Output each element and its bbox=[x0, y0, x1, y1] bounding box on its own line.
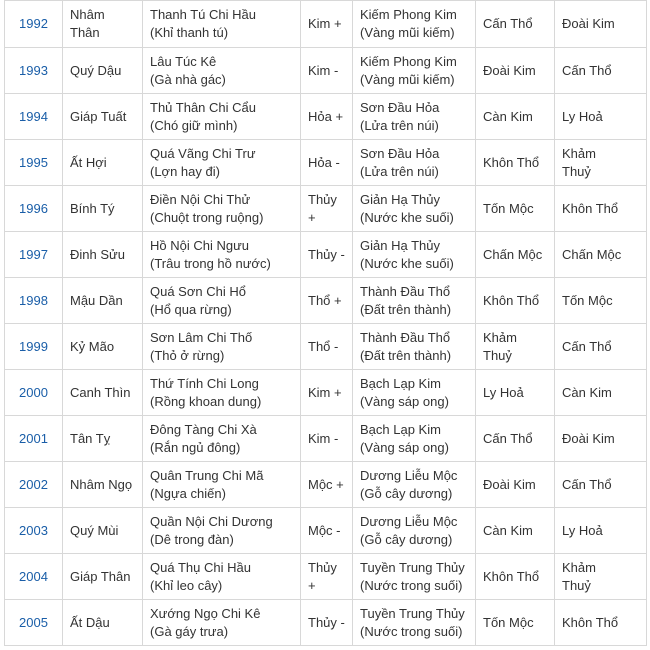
zodiac-name-cell-line: (Trâu trong hồ nước) bbox=[150, 255, 271, 271]
menh-cell-line: Tuyền Trung Thủy bbox=[360, 605, 465, 621]
can-chi-cell bbox=[63, 140, 143, 186]
can-chi-cell-line: Quý Mùi bbox=[70, 522, 119, 538]
cung-nu-cell-line: Khảm bbox=[562, 559, 596, 575]
zodiac-name-cell bbox=[143, 232, 301, 278]
cung-nam-cell-line: Thuỷ bbox=[483, 347, 512, 363]
cung-nam-cell bbox=[476, 278, 555, 324]
element-cell-line: Thủy - bbox=[308, 614, 345, 630]
cung-nu-cell bbox=[555, 600, 647, 646]
zodiac-name-cell-line: (Ngựa chiến) bbox=[150, 485, 226, 501]
zodiac-name-cell bbox=[143, 140, 301, 186]
menh-cell-line: Sơn Đầu Hỏa bbox=[360, 99, 440, 115]
can-chi-cell bbox=[63, 48, 143, 94]
year-link[interactable]: 1996 bbox=[19, 200, 48, 216]
cung-nu-cell-line: Khôn Thổ bbox=[562, 614, 619, 630]
cung-nu-cell bbox=[555, 48, 647, 94]
table-row bbox=[5, 278, 647, 324]
menh-cell-line: (Gỗ cây dương) bbox=[360, 531, 453, 547]
cung-nu-cell bbox=[555, 186, 647, 232]
can-chi-cell bbox=[63, 554, 143, 600]
cung-nam-cell-line: Khôn Thổ bbox=[483, 292, 540, 308]
zodiac-name-cell bbox=[143, 1, 301, 48]
cung-nu-cell bbox=[555, 232, 647, 278]
element-cell bbox=[301, 1, 353, 48]
zodiac-name-cell bbox=[143, 554, 301, 600]
can-chi-cell-line: Giáp Thân bbox=[70, 568, 131, 584]
cung-nu-cell bbox=[555, 370, 647, 416]
table-row bbox=[5, 232, 647, 278]
cung-nu-cell-line: Thuỷ bbox=[562, 163, 591, 179]
menh-cell bbox=[353, 278, 476, 324]
year-link[interactable]: 2004 bbox=[19, 568, 48, 584]
zodiac-name-cell-line: Sơn Lâm Chi Thố bbox=[150, 329, 253, 345]
element-cell-line: Kim + bbox=[308, 384, 342, 400]
can-chi-cell-line: Đinh Sửu bbox=[70, 246, 125, 262]
element-cell bbox=[301, 416, 353, 462]
menh-cell-line: (Lửa trên núi) bbox=[360, 163, 439, 179]
table-row bbox=[5, 186, 647, 232]
table-row bbox=[5, 140, 647, 186]
menh-cell-line: (Vàng sáp ong) bbox=[360, 439, 449, 455]
cung-nu-cell-line: Đoài Kim bbox=[562, 16, 615, 31]
menh-cell-line: (Nước khe suối) bbox=[360, 209, 454, 225]
year-cell bbox=[5, 554, 63, 600]
cung-nam-cell-line: Đoài Kim bbox=[483, 62, 536, 78]
year-cell bbox=[5, 232, 63, 278]
cung-nu-cell-line: Khôn Thổ bbox=[562, 200, 619, 216]
element-cell bbox=[301, 370, 353, 416]
menh-cell-line: Giản Hạ Thủy bbox=[360, 191, 440, 207]
element-cell bbox=[301, 462, 353, 508]
zodiac-name-cell-line: Hồ Nội Chi Ngưu bbox=[150, 237, 250, 253]
menh-cell bbox=[353, 554, 476, 600]
can-chi-cell-line: Quý Dậu bbox=[70, 62, 122, 78]
element-cell bbox=[301, 324, 353, 370]
year-link[interactable]: 2003 bbox=[19, 522, 48, 538]
zodiac-name-cell-line: (Gà nhà gác) bbox=[150, 71, 226, 87]
menh-cell bbox=[353, 600, 476, 646]
element-cell-line: Kim - bbox=[308, 430, 339, 446]
zodiac-name-cell-line: Quá Vãng Chi Trư bbox=[150, 145, 256, 161]
can-chi-cell-line: Kỷ Mão bbox=[70, 338, 115, 354]
cung-nam-cell bbox=[476, 324, 555, 370]
cung-nu-cell bbox=[555, 554, 647, 600]
menh-cell-line: Tuyền Trung Thủy bbox=[360, 559, 465, 575]
menh-cell-line: Bạch Lạp Kim bbox=[360, 375, 441, 391]
year-link[interactable]: 2005 bbox=[19, 614, 48, 630]
menh-cell bbox=[353, 1, 476, 48]
cung-nam-cell bbox=[476, 554, 555, 600]
element-cell-line: Kim + bbox=[308, 16, 342, 31]
year-cell bbox=[5, 1, 63, 48]
zodiac-name-cell-line: Quá Thụ Chi Hầu bbox=[150, 559, 251, 575]
cung-nu-cell-line: Đoài Kim bbox=[562, 430, 615, 446]
cung-nu-cell-line: Thuỷ bbox=[562, 577, 591, 593]
year-cell bbox=[5, 508, 63, 554]
menh-cell-line: (Đất trên thành) bbox=[360, 347, 452, 363]
element-cell-line: + bbox=[308, 577, 316, 593]
cung-nu-cell-line: Cấn Thổ bbox=[562, 62, 612, 78]
cung-nam-cell-line: Cấn Thổ bbox=[483, 430, 533, 446]
element-cell-line: Thổ + bbox=[308, 292, 342, 308]
menh-cell bbox=[353, 94, 476, 140]
zodiac-name-cell-line: (Lợn hay đi) bbox=[150, 163, 220, 179]
can-chi-cell-line: Mậu Dần bbox=[70, 292, 123, 308]
cung-nam-cell bbox=[476, 186, 555, 232]
zodiac-name-cell bbox=[143, 508, 301, 554]
menh-cell-line: (Nước trong suối) bbox=[360, 577, 463, 593]
zodiac-name-cell-line: Thứ Tính Chi Long bbox=[150, 375, 259, 391]
can-chi-cell bbox=[63, 186, 143, 232]
zodiac-name-cell-line: (Gà gáy trưa) bbox=[150, 623, 229, 639]
can-chi-cell-line: Canh Thìn bbox=[70, 384, 131, 400]
zodiac-name-cell-line: Thủ Thân Chi Cẩu bbox=[150, 99, 256, 115]
year-link[interactable]: 1993 bbox=[19, 62, 48, 78]
menh-cell bbox=[353, 186, 476, 232]
menh-cell-line: Thành Đầu Thổ bbox=[360, 283, 451, 299]
zodiac-name-cell-line: (Chó giữ mình) bbox=[150, 117, 238, 133]
cung-nam-cell-line: Khôn Thổ bbox=[483, 154, 540, 170]
element-cell bbox=[301, 94, 353, 140]
cung-nam-cell-line: Ly Hoả bbox=[483, 384, 524, 400]
table-row bbox=[5, 1, 647, 48]
year-link[interactable]: 2000 bbox=[19, 384, 48, 400]
element-cell-line: Thủy bbox=[308, 559, 337, 575]
year-link[interactable]: 1992 bbox=[19, 16, 48, 31]
zodiac-name-cell-line: (Khỉ leo cây) bbox=[150, 577, 223, 593]
table-row bbox=[5, 370, 647, 416]
element-cell-line: Thủy bbox=[308, 191, 337, 207]
table-body bbox=[5, 1, 647, 646]
cung-nam-cell bbox=[476, 1, 555, 48]
year-link[interactable]: 2001 bbox=[19, 430, 48, 446]
cung-nam-cell-line: Đoài Kim bbox=[483, 476, 536, 492]
cung-nam-cell-line: Càn Kim bbox=[483, 108, 533, 124]
zodiac-name-cell bbox=[143, 600, 301, 646]
cung-nu-cell bbox=[555, 278, 647, 324]
cung-nu-cell-line: Khảm bbox=[562, 145, 596, 161]
year-cell bbox=[5, 48, 63, 94]
element-cell-line: Mộc - bbox=[308, 522, 341, 538]
zodiac-name-cell-line: Xướng Ngọ Chi Kê bbox=[150, 605, 261, 621]
menh-cell bbox=[353, 508, 476, 554]
element-cell-line: Hỏa + bbox=[308, 108, 344, 124]
element-cell bbox=[301, 48, 353, 94]
menh-cell-line: Kiếm Phong Kim bbox=[360, 7, 457, 22]
zodiac-name-cell-line: (Thỏ ở rừng) bbox=[150, 347, 225, 363]
zodiac-name-cell bbox=[143, 370, 301, 416]
menh-cell bbox=[353, 48, 476, 94]
can-chi-cell bbox=[63, 370, 143, 416]
menh-cell-line: Thành Đầu Thổ bbox=[360, 329, 451, 345]
menh-cell bbox=[353, 416, 476, 462]
can-chi-cell-line: Giáp Tuất bbox=[70, 108, 127, 124]
year-link[interactable]: 2002 bbox=[19, 476, 48, 492]
cung-nam-cell-line: Khảm bbox=[483, 329, 517, 345]
cung-nam-cell bbox=[476, 232, 555, 278]
table-row bbox=[5, 324, 647, 370]
cung-nu-cell bbox=[555, 1, 647, 48]
cung-nam-cell bbox=[476, 600, 555, 646]
year-cell bbox=[5, 140, 63, 186]
year-cell bbox=[5, 462, 63, 508]
can-chi-cell bbox=[63, 462, 143, 508]
menh-cell-line: Sơn Đầu Hỏa bbox=[360, 145, 440, 161]
menh-cell-line: Kiếm Phong Kim bbox=[360, 53, 457, 69]
year-link[interactable]: 1995 bbox=[19, 154, 48, 170]
menh-cell bbox=[353, 324, 476, 370]
cung-nam-cell bbox=[476, 48, 555, 94]
zodiac-name-cell bbox=[143, 94, 301, 140]
cung-nam-cell bbox=[476, 462, 555, 508]
year-cell bbox=[5, 324, 63, 370]
year-link[interactable]: 1994 bbox=[19, 108, 48, 124]
can-chi-cell bbox=[63, 600, 143, 646]
zodiac-name-cell-line: Quá Sơn Chi Hổ bbox=[150, 283, 246, 299]
zodiac-name-cell-line: Đông Tàng Chi Xà bbox=[150, 421, 257, 437]
cung-nu-cell bbox=[555, 508, 647, 554]
menh-cell-line: (Lửa trên núi) bbox=[360, 117, 439, 133]
table-row bbox=[5, 462, 647, 508]
element-cell bbox=[301, 508, 353, 554]
element-cell-line: Mộc + bbox=[308, 476, 344, 492]
cung-nu-cell-line: Cấn Thổ bbox=[562, 476, 612, 492]
zodiac-name-cell bbox=[143, 462, 301, 508]
cung-nam-cell-line: Chấn Mộc bbox=[483, 246, 543, 262]
cung-nam-cell-line: Cấn Thổ bbox=[483, 16, 533, 31]
cung-nam-cell-line: Tốn Mộc bbox=[483, 200, 534, 216]
year-link[interactable]: 1998 bbox=[19, 292, 48, 308]
zodiac-name-cell bbox=[143, 186, 301, 232]
element-cell bbox=[301, 232, 353, 278]
can-chi-cell bbox=[63, 232, 143, 278]
menh-cell bbox=[353, 140, 476, 186]
table-row bbox=[5, 554, 647, 600]
element-cell-line: Thủy - bbox=[308, 246, 345, 262]
zodiac-name-cell-line: (Khỉ thanh tú) bbox=[150, 25, 229, 40]
can-chi-cell-line: Ất Hợi bbox=[70, 154, 107, 170]
table-row bbox=[5, 48, 647, 94]
zodiac-name-cell-line: Quân Trung Chi Mã bbox=[150, 467, 264, 483]
can-chi-cell bbox=[63, 416, 143, 462]
menh-cell bbox=[353, 370, 476, 416]
zodiac-name-cell-line: Thanh Tú Chi Hầu bbox=[150, 7, 256, 22]
zodiac-name-cell-line: (Chuột trong ruộng) bbox=[150, 209, 264, 225]
zodiac-name-cell-line: (Dê trong đàn) bbox=[150, 531, 234, 547]
zodiac-name-cell-line: Quần Nội Chi Dương bbox=[150, 513, 273, 529]
cung-nam-cell bbox=[476, 94, 555, 140]
zodiac-name-cell-line: Điền Nội Chi Thử bbox=[150, 191, 251, 207]
can-chi-cell bbox=[63, 1, 143, 48]
zodiac-name-cell bbox=[143, 416, 301, 462]
year-cell bbox=[5, 186, 63, 232]
cung-nam-cell bbox=[476, 370, 555, 416]
zodiac-name-cell bbox=[143, 324, 301, 370]
can-chi-cell bbox=[63, 508, 143, 554]
menh-cell bbox=[353, 232, 476, 278]
menh-cell-line: Giản Hạ Thủy bbox=[360, 237, 440, 253]
cung-nu-cell bbox=[555, 94, 647, 140]
element-cell-line: Thổ - bbox=[308, 338, 339, 354]
year-cell bbox=[5, 416, 63, 462]
element-cell bbox=[301, 186, 353, 232]
element-cell-line: Hỏa - bbox=[308, 154, 340, 170]
zodiac-name-cell-line: (Hổ qua rừng) bbox=[150, 301, 232, 317]
cung-nu-cell bbox=[555, 462, 647, 508]
cung-nam-cell bbox=[476, 140, 555, 186]
menh-cell-line: (Nước trong suối) bbox=[360, 623, 463, 639]
year-cell bbox=[5, 600, 63, 646]
cung-nu-cell bbox=[555, 324, 647, 370]
zodiac-name-cell-line: (Rồng khoan dung) bbox=[150, 393, 262, 409]
zodiac-name-cell-line: (Rắn ngủ đông) bbox=[150, 439, 241, 455]
can-chi-cell bbox=[63, 278, 143, 324]
can-chi-cell-line: Thân bbox=[70, 25, 100, 40]
can-chi-cell bbox=[63, 94, 143, 140]
cung-nam-cell bbox=[476, 508, 555, 554]
year-link[interactable]: 1999 bbox=[19, 338, 48, 354]
element-cell bbox=[301, 278, 353, 324]
can-chi-cell-line: Bính Tý bbox=[70, 200, 115, 216]
zodiac-name-cell bbox=[143, 278, 301, 324]
menh-cell-line: Bạch Lạp Kim bbox=[360, 421, 441, 437]
cung-nam-cell-line: Khôn Thổ bbox=[483, 568, 540, 584]
menh-cell-line: Dương Liễu Mộc bbox=[360, 467, 458, 483]
can-chi-cell-line: Tân Tỵ bbox=[70, 430, 111, 446]
menh-cell-line: (Đất trên thành) bbox=[360, 301, 452, 317]
menh-cell-line: (Nước khe suối) bbox=[360, 255, 454, 271]
element-cell bbox=[301, 600, 353, 646]
cung-nam-cell bbox=[476, 416, 555, 462]
can-chi-cell-line: Nhâm bbox=[70, 7, 105, 22]
can-chi-cell-line: Ất Dậu bbox=[70, 614, 110, 630]
cung-nu-cell-line: Ly Hoả bbox=[562, 108, 603, 124]
cung-nu-cell-line: Tốn Mộc bbox=[562, 292, 613, 308]
table-row bbox=[5, 600, 647, 646]
element-cell bbox=[301, 554, 353, 600]
cung-nu-cell bbox=[555, 416, 647, 462]
menh-cell-line: (Vàng mũi kiếm) bbox=[360, 71, 455, 87]
cung-nu-cell-line: Càn Kim bbox=[562, 384, 612, 400]
year-cell bbox=[5, 278, 63, 324]
zodiac-name-cell-line: Lâu Túc Kê bbox=[150, 53, 217, 69]
can-chi-cell bbox=[63, 324, 143, 370]
zodiac-name-cell bbox=[143, 48, 301, 94]
year-cell bbox=[5, 370, 63, 416]
menh-cell bbox=[353, 462, 476, 508]
cung-nu-cell-line: Chấn Mộc bbox=[562, 246, 622, 262]
cung-nam-cell-line: Càn Kim bbox=[483, 522, 533, 538]
menh-cell-line: (Vàng mũi kiếm) bbox=[360, 25, 455, 40]
element-cell bbox=[301, 140, 353, 186]
element-cell-line: + bbox=[308, 209, 316, 225]
can-chi-cell-line: Nhâm Ngọ bbox=[70, 476, 133, 492]
element-cell-line: Kim - bbox=[308, 62, 339, 78]
menh-cell-line: (Vàng sáp ong) bbox=[360, 393, 449, 409]
menh-cell-line: (Gỗ cây dương) bbox=[360, 485, 453, 501]
table-row bbox=[5, 416, 647, 462]
cung-nu-cell-line: Cấn Thổ bbox=[562, 338, 612, 354]
cung-nam-cell-line: Tốn Mộc bbox=[483, 614, 534, 630]
year-cell bbox=[5, 94, 63, 140]
menh-cell-line: Dương Liễu Mộc bbox=[360, 513, 458, 529]
table-row bbox=[5, 94, 647, 140]
zodiac-year-table bbox=[4, 0, 647, 646]
cung-nu-cell-line: Ly Hoả bbox=[562, 522, 603, 538]
year-link[interactable]: 1997 bbox=[19, 246, 48, 262]
table-row bbox=[5, 508, 647, 554]
cung-nu-cell bbox=[555, 140, 647, 186]
